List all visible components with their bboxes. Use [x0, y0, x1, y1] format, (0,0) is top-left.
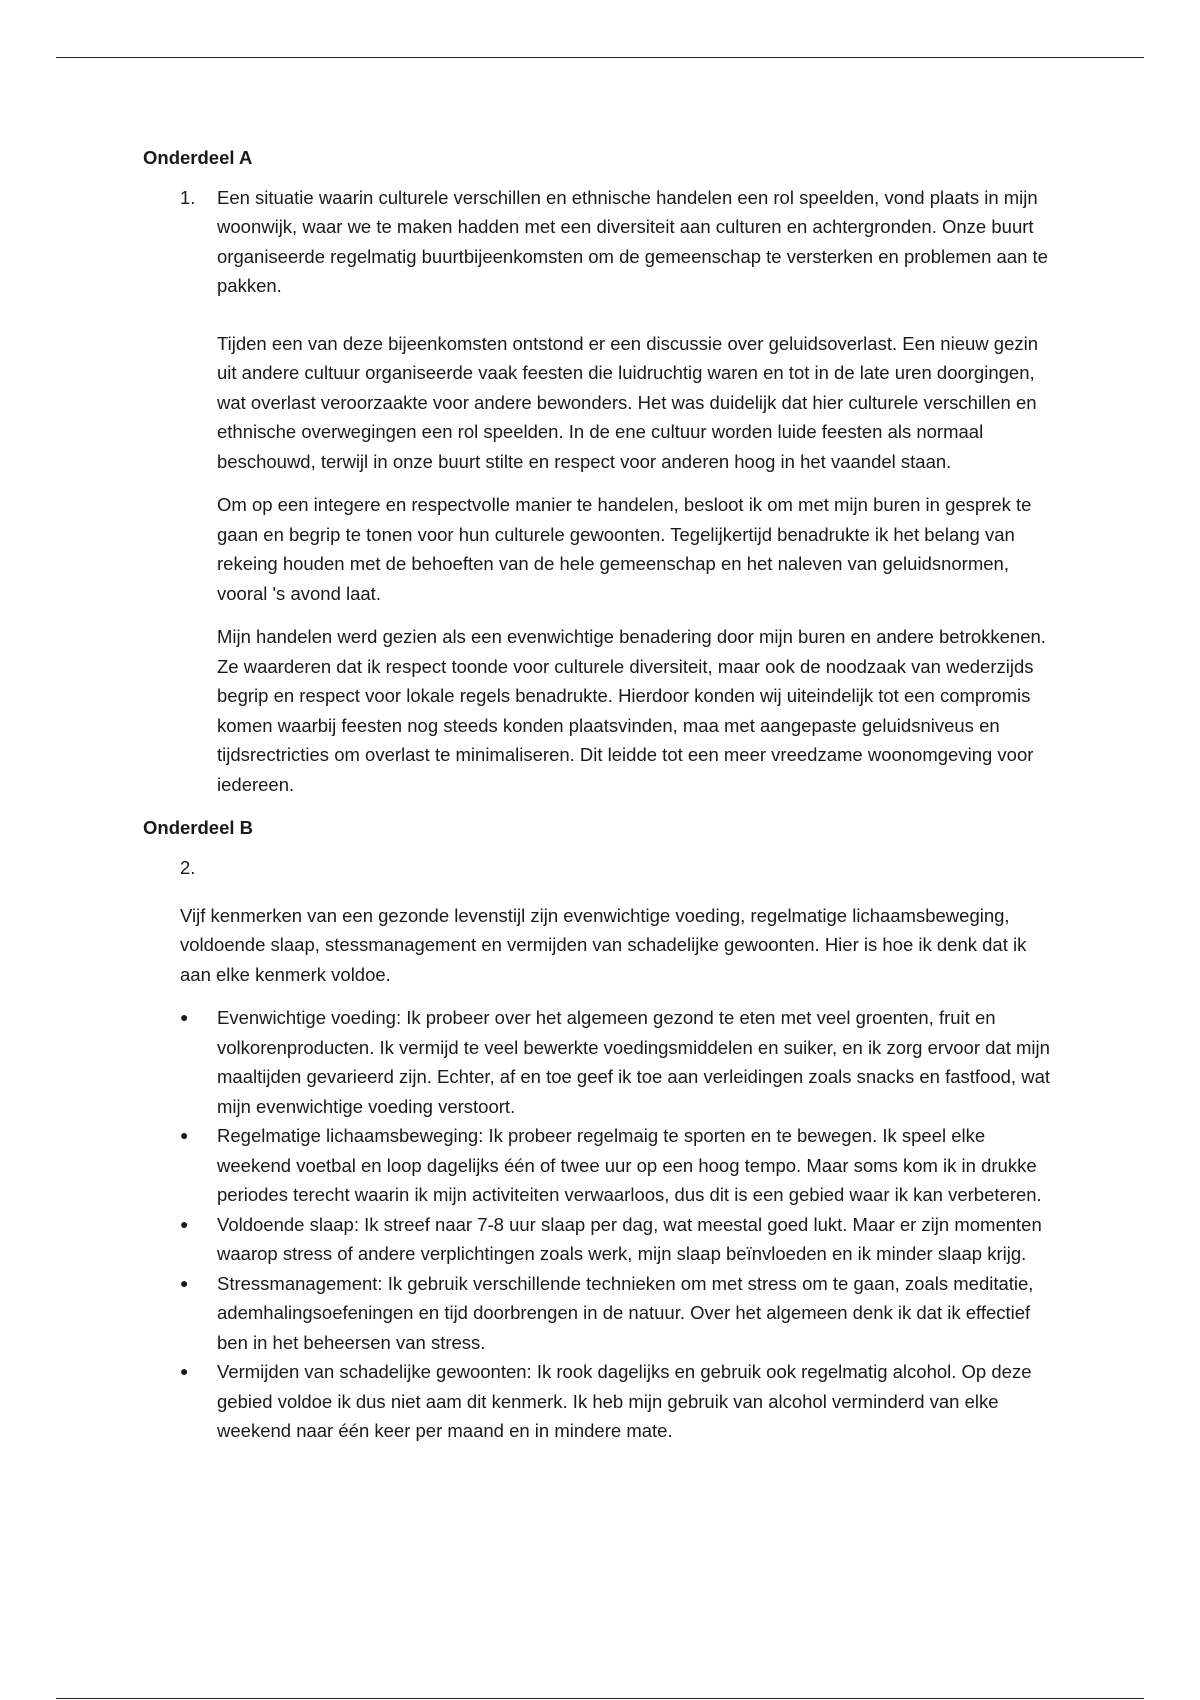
header-rule: [56, 57, 1144, 58]
section-heading-b: Onderdeel B: [143, 817, 253, 838]
list-item-text: Voldoende slaap: Ik streef naar 7-8 uur slaap per dag, wat meestal goed lukt. Maar er zijn momenten waarop stress of andere verplichtingen zoals werk, mijn slaap beïnvloeden en ik minder slaap krijg.: [217, 1213, 1042, 1264]
numbered-item-1: [143, 183, 1063, 315]
list-item-text: Vermijden van schadelijke gewoonten: Ik rook dagelijks en gebruik ook regelmatig alcohol. Op deze gebied voldoe ik dus niet aam dit kenmerk. Ik heb mijn gebruik van alcohol verminderd van elke weekend naar één keer per maand en in mindere mate.: [217, 1361, 1032, 1441]
intro-paragraph: Vijf kenmerken van een gezonde levenstijl zijn evenwichtige voeding, regelmatige lichaamsbeweging, voldoende slaap, stessmanagement en vermijden van schadelijke gewoonten. Hier is hoe ik denk dat ik aan elke kenmerk voldoe.: [180, 904, 1027, 985]
paragraph: Een situatie waarin culturele verschillen en ethnische handelen een rol speelden, vond plaats in mijn woonwijk, waar we te maken hadden met een diversiteit aan culturen en achtergronden. Onze buurt organiseerde regelmatig buurtbijeenkomsten om de gemeenschap te versterken en problemen aan te pakken.: [217, 186, 1048, 296]
bullet-icon: ●: [180, 1363, 189, 1379]
part-a-continuation: [217, 329, 1057, 800]
document-page: [143, 143, 1063, 1446]
bullet-icon: ●: [180, 1009, 189, 1025]
item-number: 1.: [180, 186, 196, 208]
list-item: [143, 1003, 1063, 1121]
bullet-icon: ●: [180, 1215, 189, 1232]
paragraph: Mijn handelen werd gezien als een evenwichtige benadering door mijn buren en andere betrokkenen. Ze waarderen dat ik respect toonde voor culturele diversiteit, maar ook de noodzaak van wederzijds begrip en respect voor lokale regels benadrukte. Hierdoor konden wij uiteindelijk tot een compromis komen waarbij feesten nog steeds konden plaatsvinden, maa met aangepaste geluidsniveus en tijdsrectricties om overlast te minimaliseren. Dit leidde tot een meer vreedzame woonomgeving voor iedereen.: [217, 626, 1046, 795]
paragraph: Om op een integere en respectvolle manier te handelen, besloot ik om met mijn buren in gesprek te gaan en begrip te tonen voor hun culturele gewoonten. Tegelijkertijd benadrukte ik het belang van rekeing houden met de behoeften van de hele gemeenschap en het naleven van geluidsnormen, vooral 's avond laat.: [217, 494, 1032, 604]
list-item: [143, 1269, 1063, 1358]
bullet-list: [143, 1003, 1063, 1446]
bullet-icon: ●: [180, 1127, 189, 1143]
list-item: [143, 1121, 1063, 1210]
list-item-text: Regelmatige lichaamsbeweging: Ik probeer regelmaig te sporten en te bewegen. Ik speel elke weekend voetbal en loop dagelijks één of twee uur op een hoog tempo. Maar soms kom ik in drukke periodes terecht waarin ik mijn activiteiten verwaarloos, dus dit is een gebied waar ik kan verbeteren.: [217, 1125, 1042, 1205]
item-number-2: 2.: [180, 856, 196, 878]
paragraph: Tijden een van deze bijeenkomsten ontstond er een discussie over geluidsoverlast. Een nieuw gezin uit andere cultuur organiseerde vaak feesten die luidruchtig waren en tot in de late uren doorgingen, wat overlast veroorzaakte voor andere bewonders. Het was duidelijk dat hier culturele verschillen en ethnische overwegingen een rol speelden. In de ene cultuur worden luide feesten als normaal beschouwd, terwijl in onze buurt stilte en respect voor anderen hoog in het vaandel staan.: [217, 332, 1039, 472]
section-heading-a: Onderdeel A: [143, 147, 253, 168]
bullet-icon: ●: [180, 1274, 189, 1291]
list-item: [143, 1210, 1063, 1269]
list-item-text: Stressmanagement: Ik gebruik verschillende technieken om met stress om te gaan, zoals meditatie, ademhalingsoefeningen en tijd doorbrengen in de natuur. Over het algemeen denk ik dat ik effectief ben in het beheersen van stress.: [217, 1272, 1034, 1353]
list-item: [143, 1357, 1063, 1446]
footer-rule: [56, 1698, 1144, 1699]
list-item-text: Evenwichtige voeding: Ik probeer over het algemeen gezond te eten met veel groenten, fruit en volkorenproducten. Ik vermijd te veel bewerkte voedingsmiddelen en suiker, en ik zorg ervoor dat mijn maaltijden gevarieerd zijn. Echter, af en toe geef ik toe aan verleidingen zoals snacks en fastfood, wat mijn evenwichtige voeding verstoort.: [217, 1007, 1050, 1117]
